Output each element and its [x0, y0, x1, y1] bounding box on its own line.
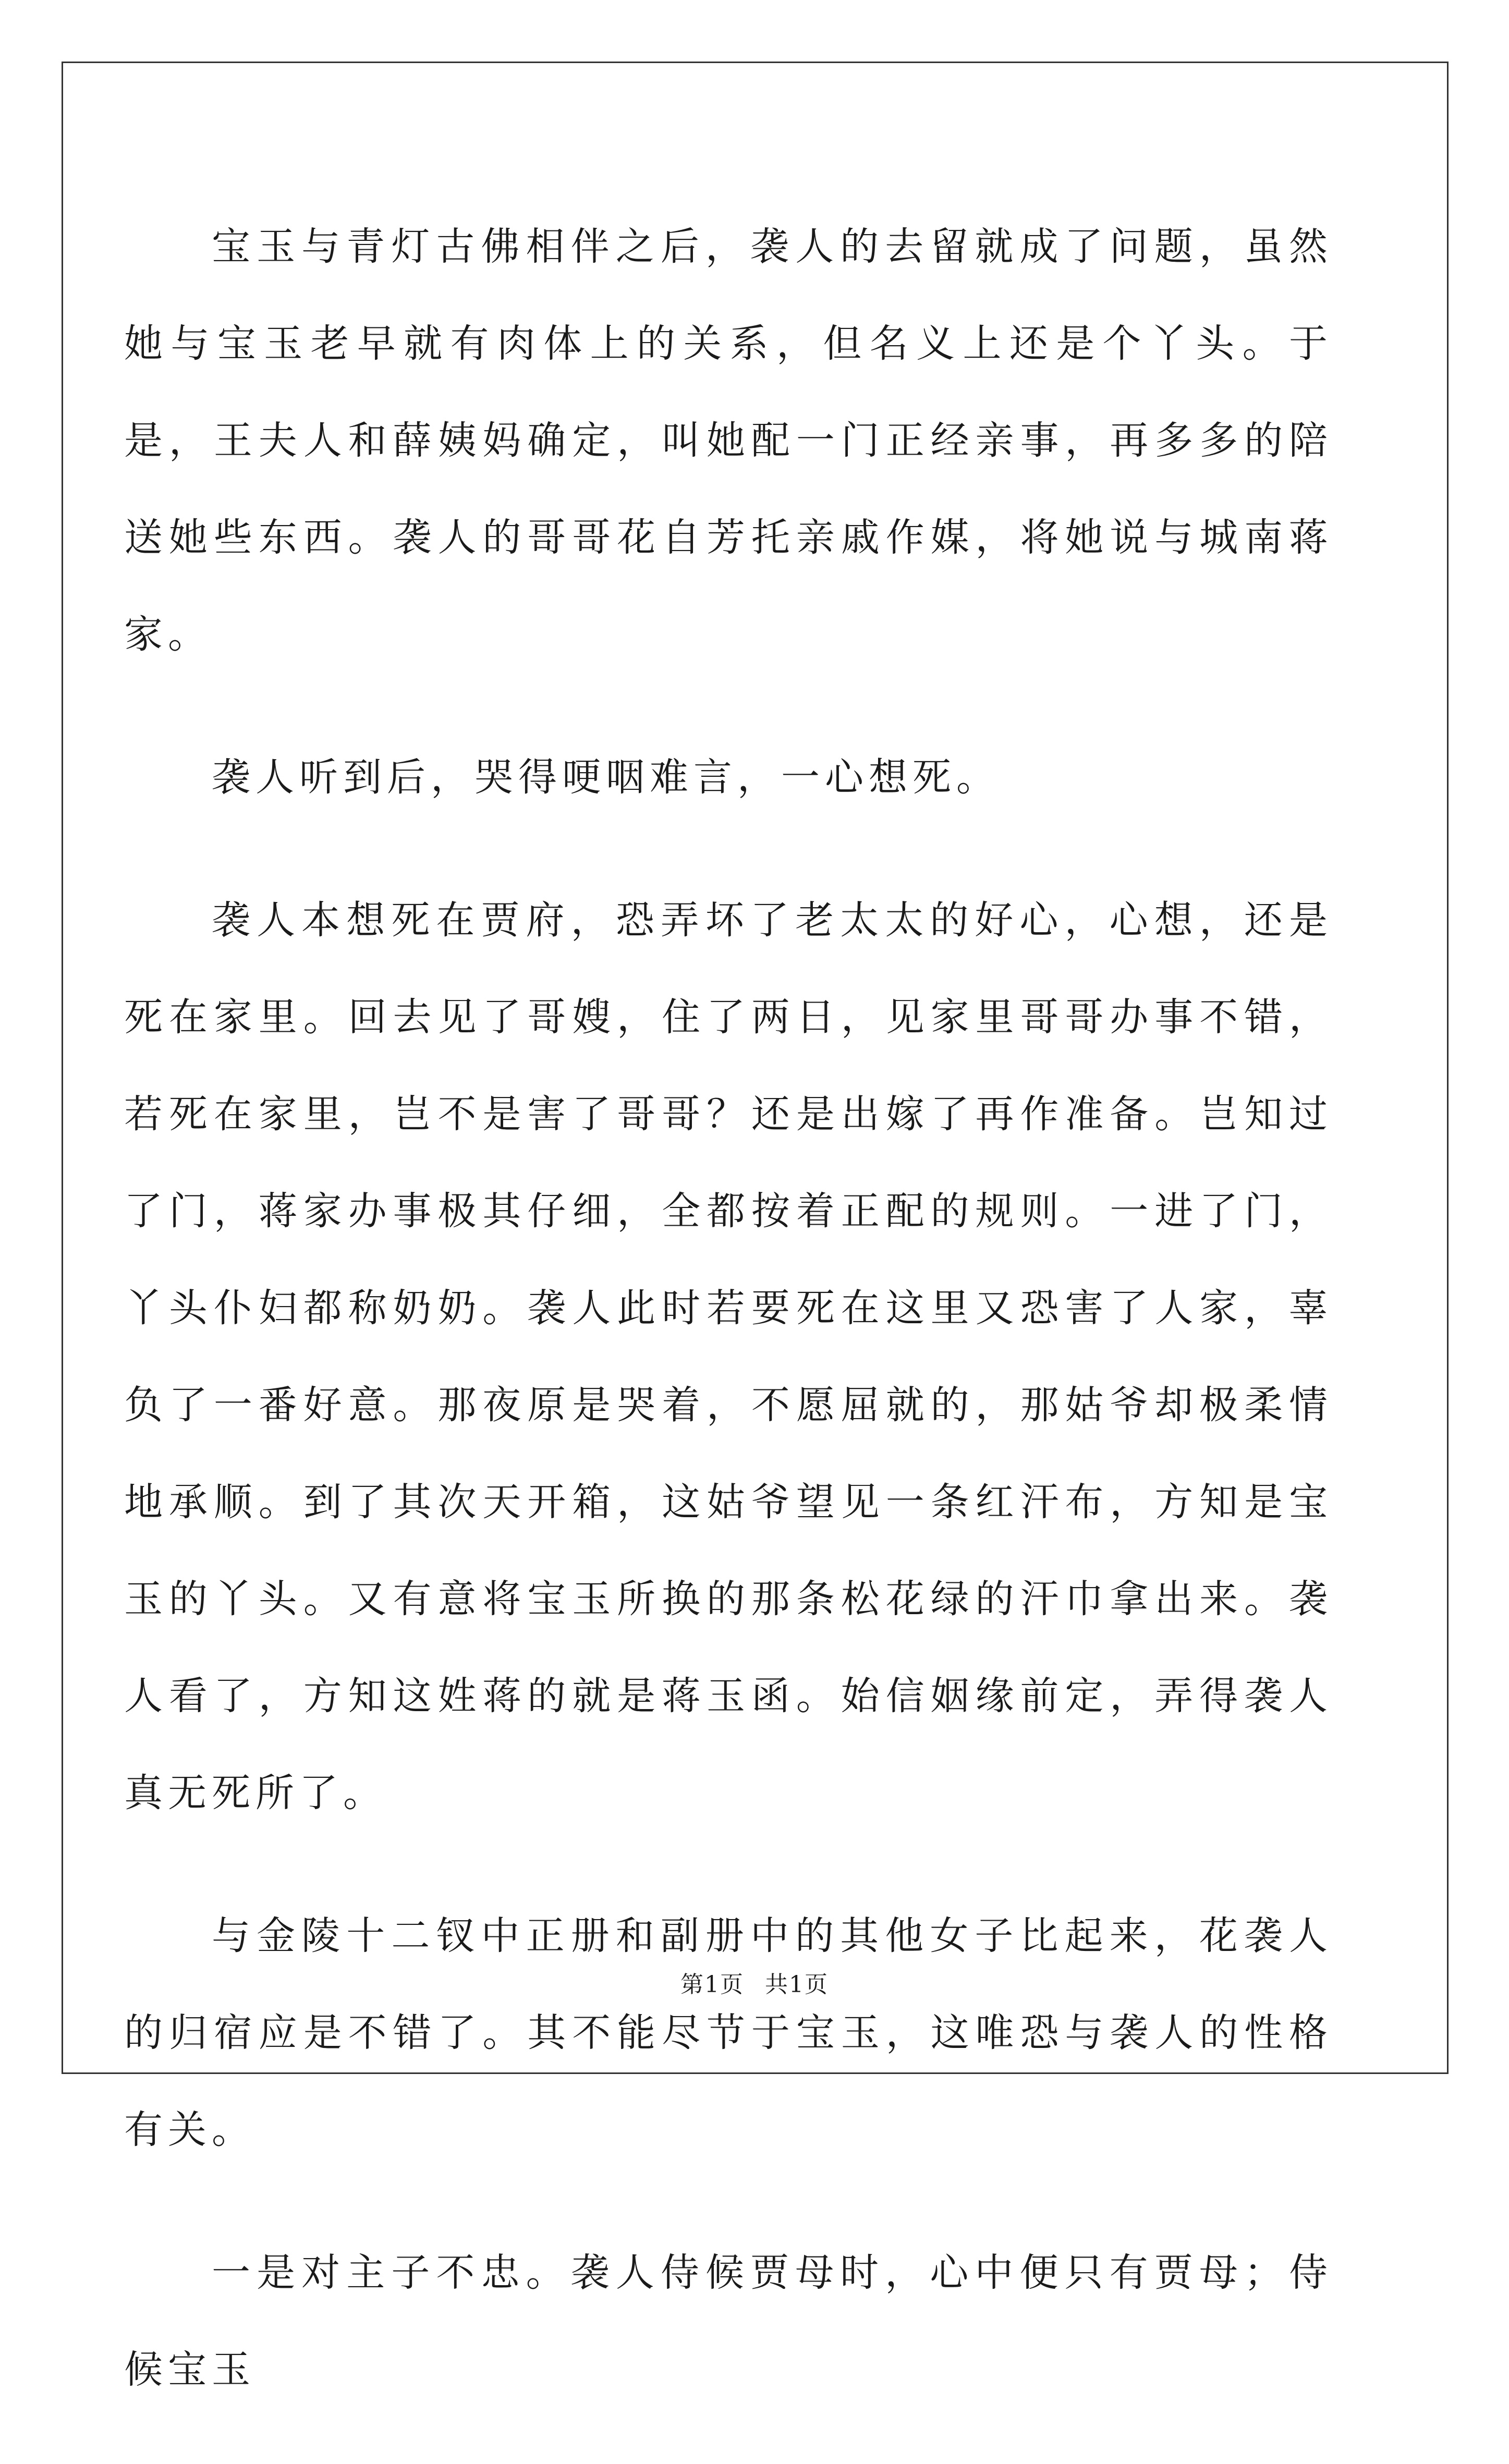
paragraph-1: 宝玉与青灯古佛相伴之后，袭人的去留就成了问题，虽然她与宝玉老早就有肉体上的关系，但名义上还是个丫头。于是，王夫人和薛姨妈确定，叫她配一门正经亲事，再多多的陪送她些东西。袭人的哥哥花自芳托亲戚作媒，将她说与城南蒋家。	[124, 224, 1333, 657]
paragraph-3: 袭人本想死在贾府，恐弄坏了老太太的好心，心想，还是死在家里。回去见了哥嫂，住了两日，见家里哥哥办事不错，若死在家里，岂不是害了哥哥？还是出嫁了再作准备。岂知过了门，蒋家办事极其仔细，全都按着正配的规则。一进了门，丫头仆妇都称奶奶。袭人此时若要死在这里又恐害了人家，辜负了一番好意。那夜原是哭着，不愿屈就的，那姑爷却极柔情地承顺。到了其次天开箱，这姑爷望见一条红汗布，方知是宝玉的丫头。又有意将宝玉所换的那条松花绿的汗巾拿出来。袭人看了，方知这姓蒋的就是蒋玉函。始信姻缘前定，弄得袭人真无死所了。	[124, 898, 1333, 1815]
page-number-total: 共1页	[765, 1971, 829, 1998]
document-body	[124, 198, 1333, 2464]
paragraph-2: 袭人听到后，哭得哽咽难言，一心想死。	[212, 755, 1000, 800]
paragraph-4: 与金陵十二钗中正册和副册中的其他女子比起来，花袭人的归宿应是不错了。其不能尽节于宝玉，这唯恐与袭人的性格有关。	[124, 1913, 1333, 2152]
page-footer	[0, 1966, 1509, 1999]
page-number-current: 第1页	[680, 1971, 744, 1998]
paragraph-5: 一是对主子不忠。袭人侍候贾母时，心中便只有贾母；侍候宝玉	[124, 2250, 1333, 2392]
